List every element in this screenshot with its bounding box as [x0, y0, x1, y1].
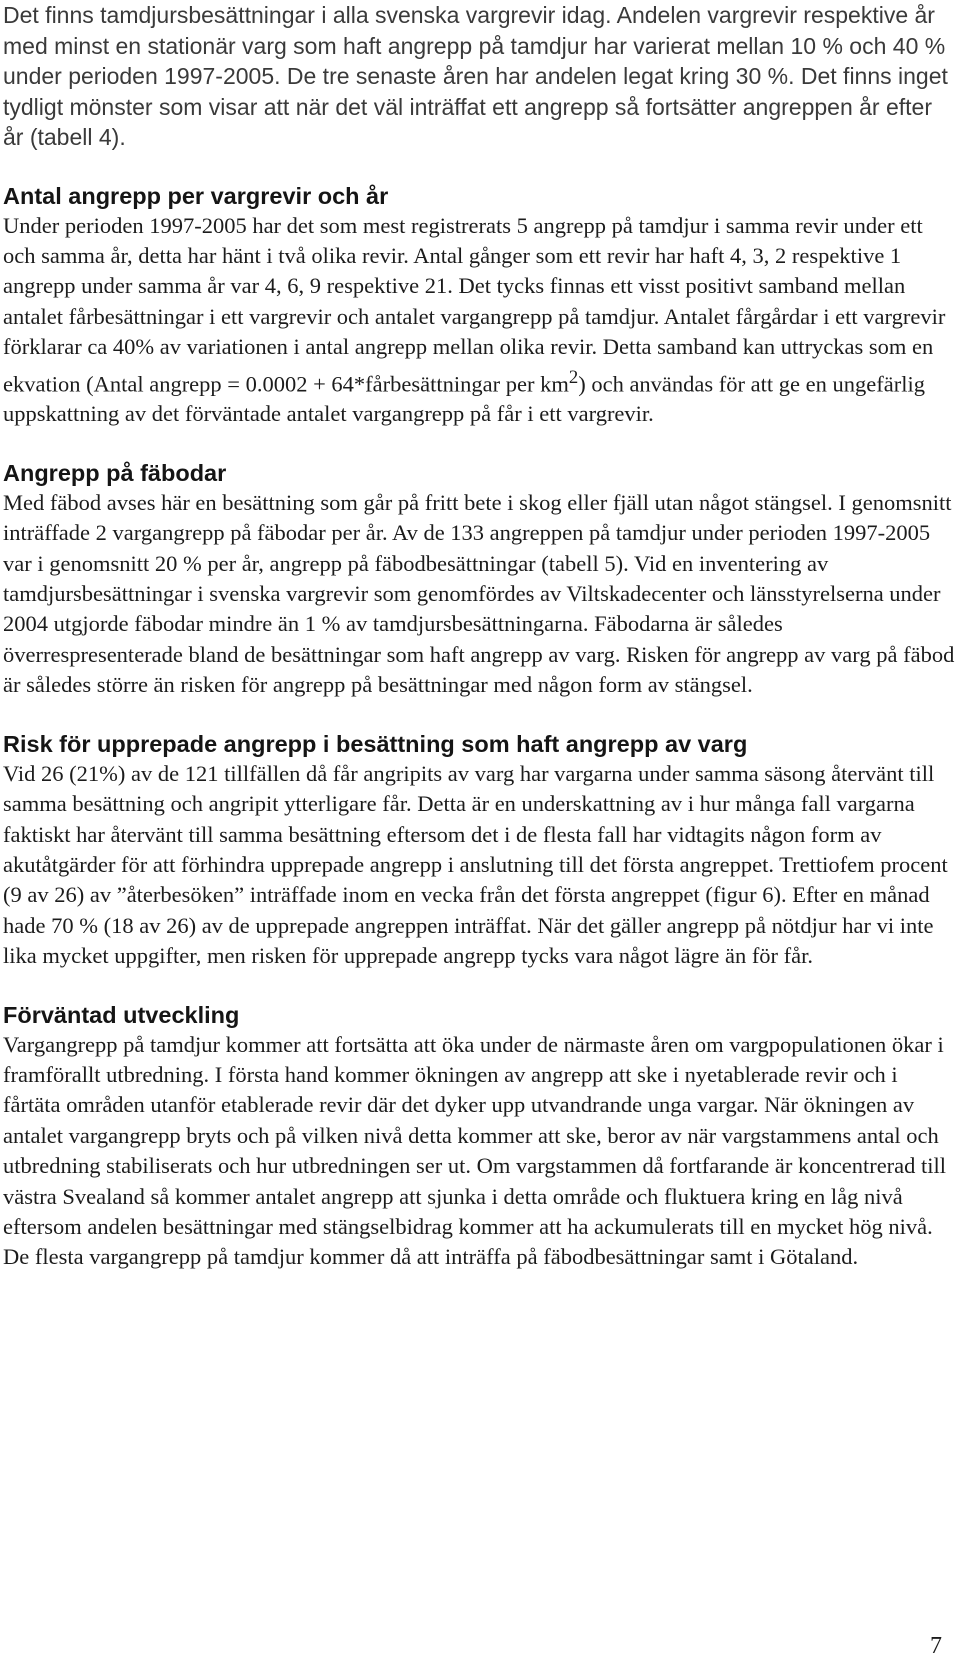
superscript: 2 [568, 366, 579, 388]
section-body: Vid 26 (21%) av de 121 tillfällen då får angripits av varg har vargarna under samma säsong återvänt till samma besättning och angripit ytterligare får. Detta är en underskattning av i hur många fall vargarna faktiskt har återvänt till samma besättning eftersom det i de flesta fall har vidtagits någon form av akutåtgärder för att förhindra upprepade angrepp i anslutning till det första angreppet. Trettiofem procent (9 av 26) av ”återbesöken” inträffade inom en vecka från det första angreppet (figur 6). Efter en månad hade 70 % (18 av 26) av de upprepade angreppen inträffat. När det gäller angrepp på nötdjur har vi inte lika mycket uppgifter, men risken för upprepade angrepp tycks vara något lägre än för får. [3, 760, 948, 969]
section-heading: Angrepp på fäbodar [3, 459, 227, 486]
section-body: Vargangrepp på tamdjur kommer att fortsätta att öka under de närmaste åren om vargpopulationen ökar i framförallt utbredning. I första hand kommer ökningen av angrepp att ske i nyetablerade revir och i fårtäta områden utanför etablerade revir där det dyker upp utvandrande unga vargar. När ökningen av antalet vargangrepp bryts och på vilken nivå detta kommer att ske, beror av när vargstammens antal och utbredning stabiliserats och hur utbredningen ser ut. Om vargstammen då fortfarande är koncentrerad till västra Svealand så kommer antalet angrepp att sjunka i detta område och fluktuera kring en låg nivå eftersom andelen besättningar med stängselbidrag kommer att ha ackumulerats till en mycket hög nivå. De flesta vargangrepp på tamdjur kommer då att inträffa på fäbodbesättningar samt i Götaland. [3, 1031, 947, 1270]
section-fabodar [3, 458, 955, 701]
section-expected-development [3, 1000, 955, 1273]
page-number: 7 [930, 1633, 942, 1659]
document-page [3, 0, 955, 1273]
section-repeated-attacks [3, 729, 955, 972]
section-heading: Risk för upprepade angrepp i besättning som haft angrepp av varg [3, 730, 748, 757]
body-text: ) och användas för att ge en ungefärlig uppskattning av det förväntade antalet vargangrepp på får i ett vargrevir. [3, 371, 925, 427]
section-attacks-per-territory [3, 181, 955, 430]
section-heading: Förväntad utveckling [3, 1001, 240, 1028]
section-heading: Antal angrepp per vargrevir och år [3, 182, 389, 209]
section-body [3, 211, 955, 430]
section-body: Med fäbod avses här en besättning som går på fritt bete i skog eller fjäll utan något stängsel. I genomsnitt inträffade 2 vargangrepp på fäbodar per år. Av de 133 angreppen på tamdjur under perioden 1997-2005 var i genomsnitt 20 % per år, angrepp på fäbodbesättningar (tabell 5). Vid en inventering av tamdjursbesättningar i svenska vargrevir som genomfördes av Viltskadecenter och länsstyrelserna under 2004 utgjorde fäbodar mindre än 1 % av tamdjursbesättningarna. Fäbodarna är således överrespresenterade bland de besättningar som haft angrepp av varg. Risken för angrepp av varg på fäbod är således större än risken för angrepp på besättningar med någon form av stängsel. [3, 489, 955, 698]
body-text: Under perioden 1997-2005 har det som mest registrerats 5 angrepp på tamdjur i samma revir under ett och samma år, detta har hänt i två olika revir. Antal gånger som ett revir har haft 4, 3, 2 respektive 1 angrepp under samma år var 4, 6, 9 respektive 21. Det tycks finnas ett visst positivt samband mellan antalet fårbesättningar i ett vargrevir och antalet vargangrepp på tamdjur. Antalet fårgårdar i ett vargrevir förklarar ca 40% av variationen i antal angrepp mellan olika revir. Detta samband kan uttryckas som en ekvation (Antal angrepp = 0.0002 + 64*fårbesättningar per km [3, 212, 946, 397]
intro-paragraph: Det finns tamdjursbesättningar i alla svenska vargrevir idag. Andelen vargrevir respektive år med minst en stationär varg som haft angrepp på tamdjur har varierat mellan 10 % och 40 % under perioden 1997-2005. De tre senaste åren har andelen legat kring 30 %. Det finns inget tydligt mönster som visar att när det väl inträffat ett angrepp så fortsätter angreppen år efter år (tabell 4). [3, 2, 948, 150]
